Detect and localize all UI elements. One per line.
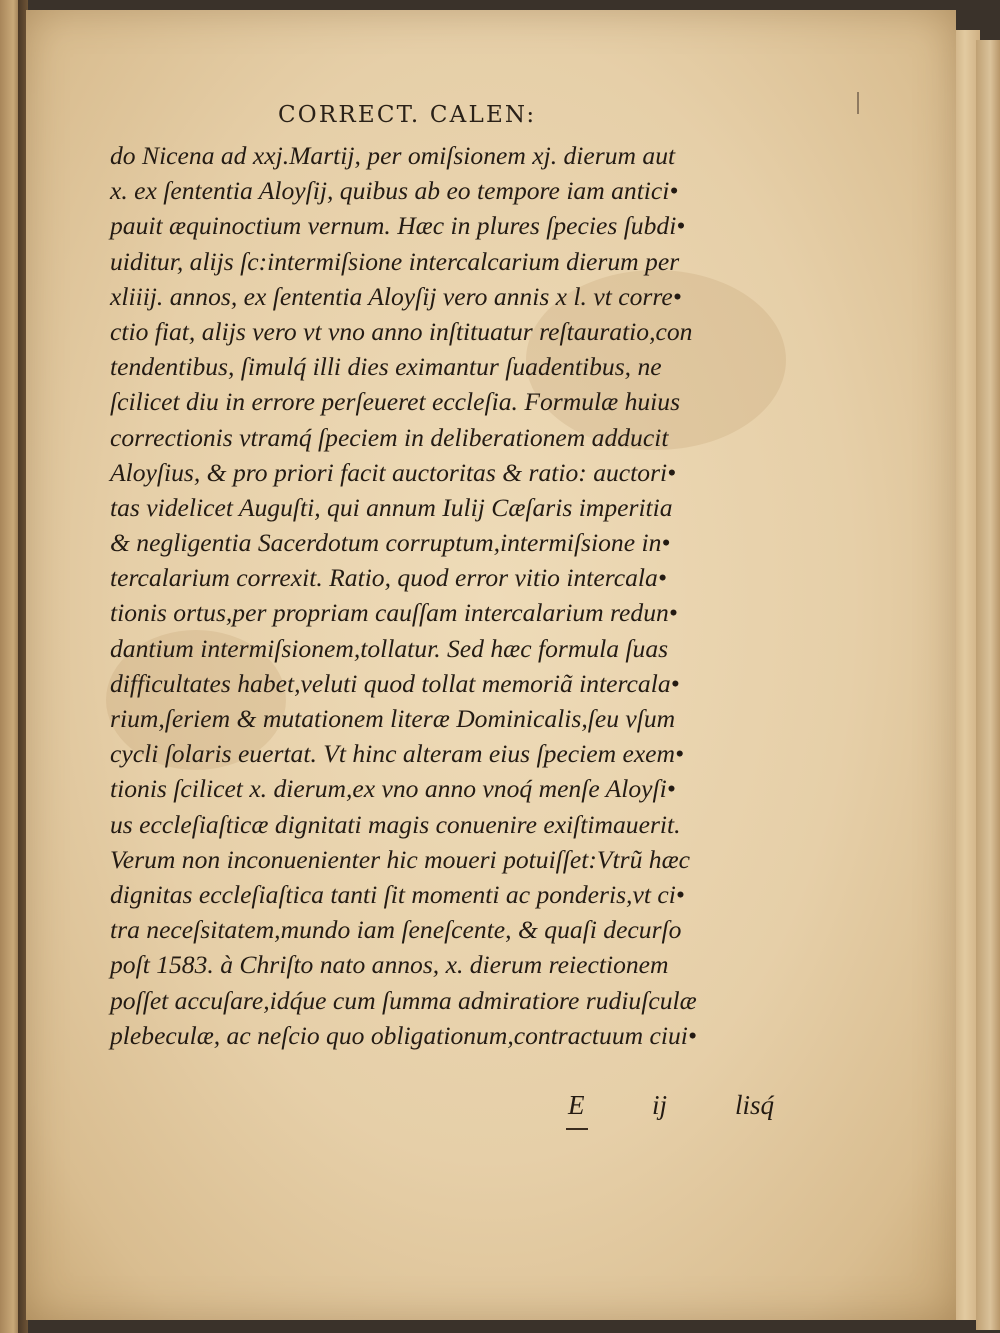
text-line: tra neceſsitatem,mundo iam ſeneſcente, & quaſi decurſo [110,915,682,945]
text-line: Verum non inconuenienter hic moueri potuiſſet:Vtrũ hæc [110,844,691,874]
text-line: tionis ortus,per propriam cauſſam intercalarium redun• [110,598,678,628]
catchword: lisq́ [735,1090,775,1120]
text-line: ctio fiat, alijs vero vt vno anno inſtituatur reſtauratio,con [110,316,693,346]
signature-underline [566,1128,588,1130]
text-line: correctionis vtramq́ ſpeciem in deliberationem adducit [110,422,669,452]
text-line: do Nicena ad xxj.Martij, per omiſsionem xj. dierum aut [110,141,676,170]
text-line: dantium intermiſsionem,tollatur. Sed hæc formula ſuas [110,633,669,663]
text-line: xliiij. annos, ex ſententia Aloyſij vero annis x l. vt corre• [110,281,682,311]
pencil-mark [857,92,859,114]
text-line: tas videlicet Auguſti, qui annum Iulij Cæſaris imperitia [110,492,673,522]
text-line: dignitas eccleſiaſtica tanti ſit momenti ac ponderis,vt ci• [110,879,685,909]
text-line: poſt 1583. à Chriſto nato annos, x. dierum reiectionem [110,950,669,980]
text-line: difficultates habet,veluti quod tollat memoriã intercala• [110,668,680,698]
text-line: tendentibus, ſimulq́ illi dies eximantur ſuadentibus, ne [110,352,662,382]
text-line: plebeculæ, ac neſcio quo obligationum,contractuum ciui• [110,1020,697,1050]
text-line: cycli ſolaris euertat. Vt hinc alteram eius ſpeciem exem• [110,739,684,769]
signature-number: ij [652,1090,668,1120]
text-line: us eccleſiaſticæ dignitati magis conuenire exiſtimauerit. [110,809,681,839]
page-body-text [110,138,810,1053]
running-head: CORRECT. CALEN: [278,102,537,128]
text-line: uiditur, alijs ſc:intermiſsione intercalcarium dierum per [110,246,680,276]
text-line: poſſet accuſare,idq́ue cum ſumma admiratiore rudiuſculæ [110,985,697,1015]
text-line: & negligentia Sacerdotum corruptum,intermiſsione in• [110,528,671,558]
signature-mark: E [568,1090,585,1120]
text-line: tionis ſcilicet x. dierum,ex vno anno vnoq́ menſe Aloyſi• [110,774,676,804]
page-edge-stack-outer [976,40,1000,1330]
text-line: Aloyſius, & pro priori facit auctoritas & ratio: auctori• [110,457,677,487]
text-line: ſcilicet diu in errore perſeueret eccleſia. Formulæ huius [110,387,681,417]
text-line: tercalarium correxit. Ratio, quod error vitio intercala• [110,563,667,593]
text-line: pauit æquinoctium vernum. Hæc in plures ſpecies ſubdi• [110,211,686,241]
text-line: x. ex ſententia Aloyſij, quibus ab eo tempore iam antici• [110,176,679,206]
text-line: rium,ſeriem & mutationem literæ Dominicalis,ſeu vſum [110,704,676,733]
